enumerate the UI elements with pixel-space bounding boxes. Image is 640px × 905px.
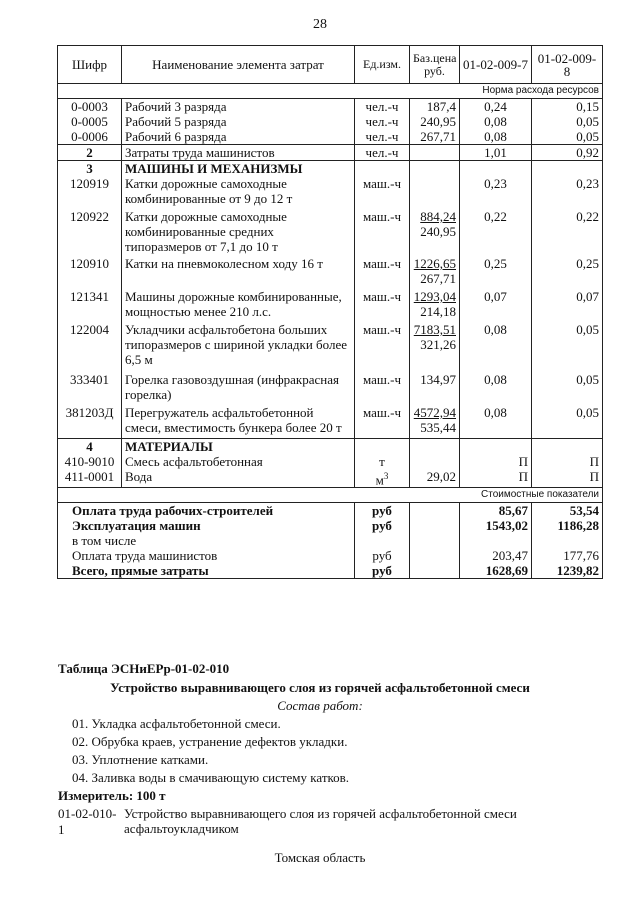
total-name: Всего, прямые затраты bbox=[58, 563, 355, 579]
total-name: в том числе bbox=[58, 533, 355, 548]
table-row bbox=[58, 322, 603, 372]
table-title: Таблица ЭСНиЕРр-01-02-010 bbox=[58, 661, 230, 676]
resource-code: 410-9010 bbox=[58, 454, 122, 469]
resource-code: 333401 bbox=[58, 372, 122, 405]
norm-value-2: 0,05 bbox=[532, 405, 603, 438]
resource-price bbox=[410, 405, 460, 438]
total-value-2: 177,76 bbox=[532, 548, 603, 563]
norm-value-1: 0,23 bbox=[460, 176, 532, 209]
total-unit: руб bbox=[355, 502, 410, 518]
total-value-1: 203,47 bbox=[460, 548, 532, 563]
total-row bbox=[58, 563, 603, 579]
price-total: 7183,51 bbox=[413, 322, 456, 337]
resource-price bbox=[410, 176, 460, 209]
table-row bbox=[58, 405, 603, 438]
norm-code-line bbox=[58, 806, 640, 838]
resource-price: 134,97 bbox=[410, 372, 460, 405]
price-total: 4572,94 bbox=[413, 405, 456, 420]
resource-name: Горелка газовоздушная (инфракрасная горелка) bbox=[122, 372, 355, 405]
norm-value-1: 0,08 bbox=[460, 322, 532, 372]
resource-name: Укладчики асфальтобетона больших типоразмеров с шириной укладки более 6,5 м bbox=[122, 322, 355, 372]
empty-cell bbox=[410, 518, 460, 533]
section-row bbox=[58, 161, 603, 177]
norm-value-2: 0,07 bbox=[532, 289, 603, 322]
total-name: Эксплуатация машин bbox=[58, 518, 355, 533]
resource-price: 240,95 bbox=[410, 114, 460, 129]
resource-unit: чел.-ч bbox=[355, 129, 410, 145]
work-item: 03. Уплотнение катками. bbox=[72, 752, 209, 767]
section-name: Затраты труда машинистов bbox=[122, 145, 355, 161]
norm-code-description: Устройство выравнивающего слоя из горячей асфальтобетонной смеси асфальтоукладчиком bbox=[124, 806, 517, 836]
total-value-1: 85,67 bbox=[460, 502, 532, 518]
resource-price: 267,71 bbox=[410, 129, 460, 145]
norm-value-1: 0,08 bbox=[460, 372, 532, 405]
table-header-row bbox=[58, 46, 603, 84]
resource-price: 187,4 bbox=[410, 99, 460, 115]
meter-line: Измеритель: 100 т bbox=[58, 788, 166, 803]
norm-value-2: 0,05 bbox=[532, 372, 603, 405]
footer-region: Томская область bbox=[274, 850, 366, 865]
total-row bbox=[58, 518, 603, 533]
price-wages: 240,95 bbox=[420, 224, 456, 239]
resource-code: 120910 bbox=[58, 256, 122, 289]
empty-cell bbox=[532, 161, 603, 177]
section-row bbox=[58, 438, 603, 454]
norm-value-2: 0,15 bbox=[532, 99, 603, 115]
resource-code: 0-0006 bbox=[58, 129, 122, 145]
work-item: 04. Заливка воды в смачивающую систему катков. bbox=[72, 770, 350, 785]
norm-value-1: П bbox=[460, 454, 532, 469]
resource-code: 381203Д bbox=[58, 405, 122, 438]
table-row bbox=[58, 129, 603, 145]
resource-norms-table bbox=[57, 45, 603, 579]
total-row bbox=[58, 533, 603, 548]
resource-code: 122004 bbox=[58, 322, 122, 372]
empty-cell bbox=[410, 161, 460, 177]
total-name: Оплата труда рабочих-строителей bbox=[58, 502, 355, 518]
section-code: 2 bbox=[58, 145, 122, 161]
empty-cell bbox=[410, 533, 460, 548]
work-item: 02. Обрубка краев, устранение дефектов укладки. bbox=[72, 734, 348, 749]
resource-unit: чел.-ч bbox=[355, 114, 410, 129]
empty-cell bbox=[355, 438, 410, 454]
total-unit: руб bbox=[355, 518, 410, 533]
resource-name: Катки дорожные самоходные комбинированные от 9 до 12 т bbox=[122, 176, 355, 209]
resource-unit: маш.-ч bbox=[355, 405, 410, 438]
resource-unit bbox=[355, 469, 410, 488]
section-row bbox=[58, 145, 603, 161]
norm-value-1: 0,08 bbox=[460, 129, 532, 145]
norm-value-1: 0,08 bbox=[460, 405, 532, 438]
resource-name: Перегружатель асфальтобетонной смеси, вместимость бункера более 20 т bbox=[122, 405, 355, 438]
table-row bbox=[58, 289, 603, 322]
price-wages: 214,18 bbox=[420, 304, 456, 319]
norm-value-1: 0,08 bbox=[460, 114, 532, 129]
resource-price bbox=[410, 322, 460, 372]
norm-value-2: 0,05 bbox=[532, 114, 603, 129]
empty-cell bbox=[355, 161, 410, 177]
total-value-2: 1186,28 bbox=[532, 518, 603, 533]
header-code: Шифр bbox=[58, 46, 122, 84]
resource-unit: маш.-ч bbox=[355, 289, 410, 322]
norm-value-2: 0,22 bbox=[532, 209, 603, 256]
total-value-2: 1239,82 bbox=[532, 563, 603, 579]
table-row bbox=[58, 256, 603, 289]
work-item: 01. Укладка асфальтобетонной смеси. bbox=[72, 716, 281, 731]
unit-text: т bbox=[379, 453, 385, 469]
norm-label-row bbox=[58, 84, 603, 99]
total-unit bbox=[355, 533, 410, 548]
total-row bbox=[58, 502, 603, 518]
resource-name: Катки на пневмоколесном ходу 16 т bbox=[122, 256, 355, 289]
resource-name: Рабочий 6 разряда bbox=[122, 129, 355, 145]
section-unit: чел.-ч bbox=[355, 145, 410, 161]
section-name: МАШИНЫ И МЕХАНИЗМЫ bbox=[122, 161, 355, 177]
section-code: 3 bbox=[58, 161, 122, 177]
price-wages: 535,44 bbox=[420, 420, 456, 435]
price-wages: 321,26 bbox=[420, 337, 456, 352]
empty-cell bbox=[410, 502, 460, 518]
cost-label: Стоимостные показатели bbox=[58, 487, 603, 502]
cost-label-row bbox=[58, 487, 603, 502]
resource-price bbox=[410, 209, 460, 256]
norm-value-1: П bbox=[460, 469, 532, 488]
table-row bbox=[58, 176, 603, 209]
norm-value-2: П bbox=[532, 469, 603, 488]
section-name: МАТЕРИАЛЫ bbox=[122, 438, 355, 454]
norm-value-1: 0,22 bbox=[460, 209, 532, 256]
norm-value-1: 0,24 bbox=[460, 99, 532, 115]
resource-code: 0-0003 bbox=[58, 99, 122, 115]
norm-value-1: 0,25 bbox=[460, 256, 532, 289]
resource-name: Рабочий 3 разряда bbox=[122, 99, 355, 115]
total-name: Оплата труда машинистов bbox=[58, 548, 355, 563]
norm-value-2: П bbox=[532, 454, 603, 469]
resource-name: Смесь асфальтобетонная bbox=[122, 454, 355, 469]
resource-price bbox=[410, 256, 460, 289]
empty-cell bbox=[460, 161, 532, 177]
norm-code: 01-02-010-1 bbox=[58, 806, 117, 837]
resource-code: 120919 bbox=[58, 176, 122, 209]
resource-code: 121341 bbox=[58, 289, 122, 322]
table-row bbox=[58, 99, 603, 115]
resource-name: Вода bbox=[122, 469, 355, 488]
total-row bbox=[58, 548, 603, 563]
header-col1: 01-02-009-7 bbox=[460, 46, 532, 84]
total-value-1 bbox=[460, 533, 532, 548]
empty-cell bbox=[410, 563, 460, 579]
empty-cell bbox=[410, 145, 460, 161]
section-code: 4 bbox=[58, 438, 122, 454]
total-value-1: 1628,69 bbox=[460, 563, 532, 579]
unit-superscript: 3 bbox=[383, 470, 389, 481]
norm-label: Норма расхода ресурсов bbox=[58, 84, 603, 99]
resource-unit: маш.-ч bbox=[355, 372, 410, 405]
price-total: 1293,04 bbox=[413, 289, 456, 304]
resource-price: 29,02 bbox=[410, 469, 460, 488]
price-wages: 267,71 bbox=[420, 271, 456, 286]
resource-unit: маш.-ч bbox=[355, 256, 410, 289]
norm-value-1: 0,07 bbox=[460, 289, 532, 322]
table-row bbox=[58, 209, 603, 256]
page-number: 28 bbox=[313, 17, 327, 32]
unit-text: м bbox=[375, 471, 384, 487]
empty-cell bbox=[410, 548, 460, 563]
total-unit: руб bbox=[355, 548, 410, 563]
total-unit: руб bbox=[355, 563, 410, 579]
resource-code: 0-0005 bbox=[58, 114, 122, 129]
empty-cell bbox=[410, 438, 460, 454]
empty-cell bbox=[532, 438, 603, 454]
empty-cell bbox=[460, 438, 532, 454]
resource-unit: маш.-ч bbox=[355, 176, 410, 209]
price-total: 1226,65 bbox=[413, 256, 456, 271]
section-subheading: Состав работ: bbox=[277, 698, 363, 713]
table-row bbox=[58, 114, 603, 129]
resource-unit: маш.-ч bbox=[355, 209, 410, 256]
table-row bbox=[58, 469, 603, 488]
table-row bbox=[58, 372, 603, 405]
resource-price bbox=[410, 454, 460, 469]
header-name: Наименование элемента затрат bbox=[122, 46, 355, 84]
total-value-1: 1543,02 bbox=[460, 518, 532, 533]
norm-value-2: 0,92 bbox=[532, 145, 603, 161]
resource-price bbox=[410, 289, 460, 322]
total-value-2 bbox=[532, 533, 603, 548]
resource-unit: чел.-ч bbox=[355, 99, 410, 115]
norm-value-1: 1,01 bbox=[460, 145, 532, 161]
norm-value-2: 0,25 bbox=[532, 256, 603, 289]
total-value-2: 53,54 bbox=[532, 502, 603, 518]
header-col2: 01-02-009-8 bbox=[532, 46, 603, 84]
resource-name: Катки дорожные самоходные комбинированные средних типоразмеров от 7,1 до 10 т bbox=[122, 209, 355, 256]
norm-value-2: 0,05 bbox=[532, 129, 603, 145]
resource-name: Машины дорожные комбинированные, мощностью менее 210 л.с. bbox=[122, 289, 355, 322]
section-heading: Устройство выравнивающего слоя из горячей асфальтобетонной смеси bbox=[110, 680, 530, 695]
resource-code: 411-0001 bbox=[58, 469, 122, 488]
price-total: 884,24 bbox=[420, 209, 456, 224]
norm-value-2: 0,23 bbox=[532, 176, 603, 209]
resource-name: Рабочий 5 разряда bbox=[122, 114, 355, 129]
resource-code: 120922 bbox=[58, 209, 122, 256]
resource-unit bbox=[355, 454, 410, 469]
table-row bbox=[58, 454, 603, 469]
header-price: Баз.цена руб. bbox=[410, 46, 460, 84]
resource-unit: маш.-ч bbox=[355, 322, 410, 372]
norm-value-2: 0,05 bbox=[532, 322, 603, 372]
header-unit: Ед.изм. bbox=[355, 46, 410, 84]
